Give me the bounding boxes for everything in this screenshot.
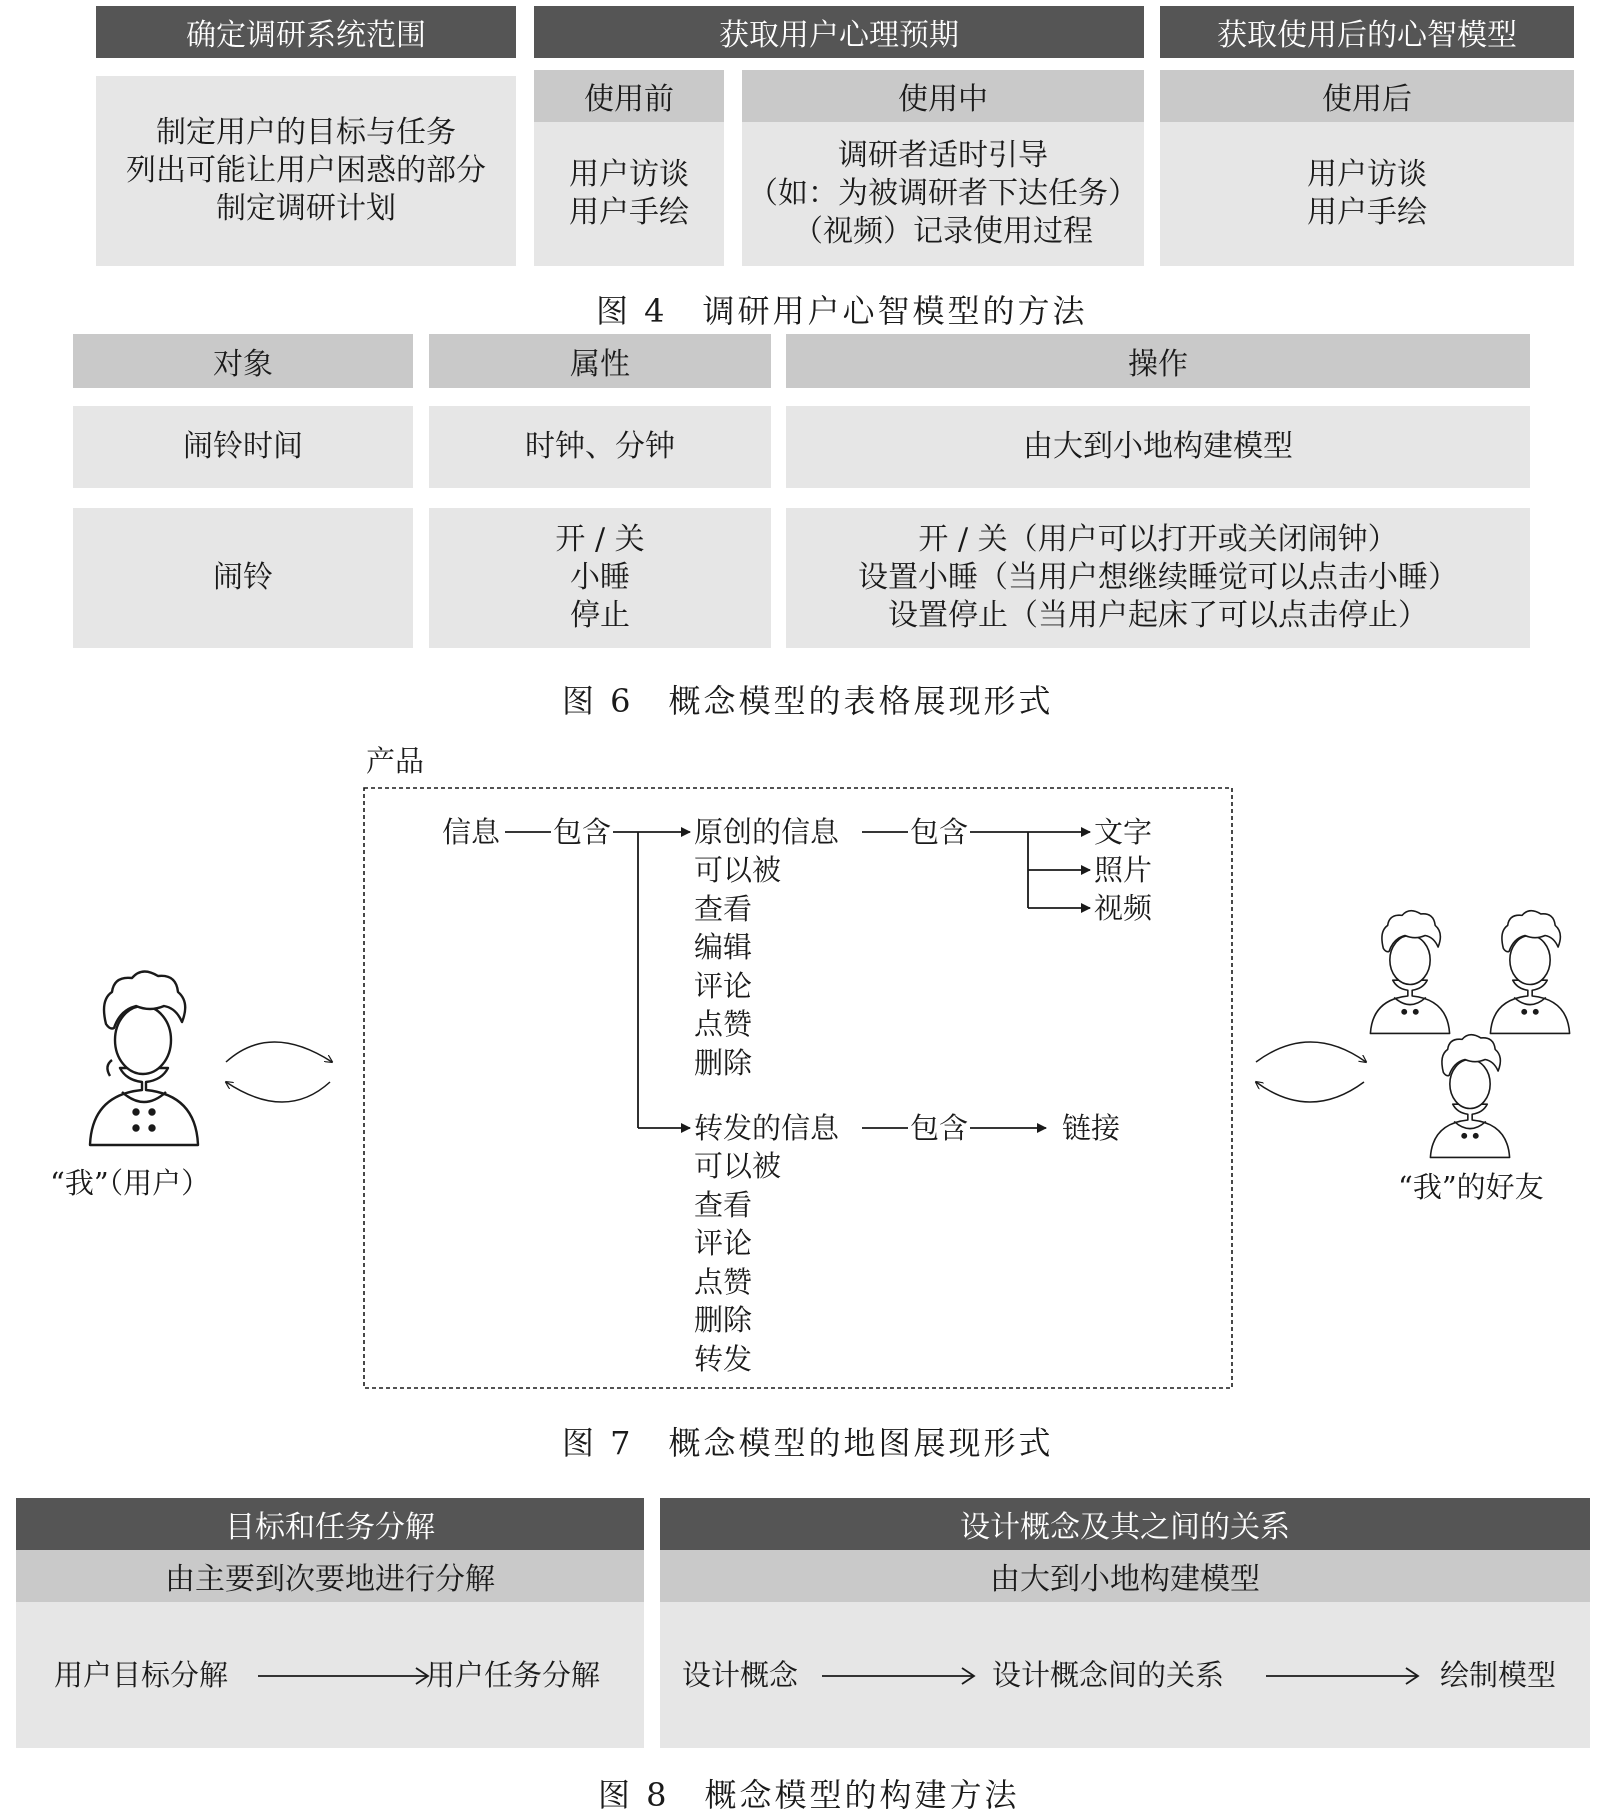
fig8-left-header: [16, 1498, 644, 1550]
fig7-friends-cycle-arrows: [1256, 1042, 1366, 1102]
fig6-header-attribute-label: 属性: [570, 347, 630, 382]
fig7-content-text: 文字: [1094, 815, 1153, 849]
fig6-row2-attribute-line: 开 / 关: [555, 522, 645, 557]
fig8-flow-arrow: [256, 1665, 432, 1687]
fig6-row2-attribute-line: 小睡: [570, 560, 630, 595]
friend-person-icon: [1490, 911, 1569, 1034]
fig4-during-line: （视频）记录使用过程: [793, 214, 1093, 249]
fig8-flow-arrow: [1264, 1665, 1422, 1687]
fig7-content-link: 链接: [1062, 1111, 1121, 1145]
fig8-step-draw-model: 绘制模型: [1440, 1658, 1557, 1692]
fig4-scope-line: 制定调研计划: [216, 191, 396, 226]
fig7-forwarded-actions: [694, 1147, 781, 1378]
fig4-after-line: 用户手绘: [1307, 195, 1427, 230]
fig8-left-subheader: [16, 1550, 644, 1602]
fig6-row2-operation-line: 开 / 关（用户可以打开或关闭闹钟）: [918, 522, 1398, 557]
fig8-right-subheader-label: 由大到小地构建模型: [990, 1562, 1260, 1597]
fig8-left-header-label: 目标和任务分解: [225, 1510, 435, 1545]
fig4-before-line: 用户手绘: [569, 195, 689, 230]
fig8-left-flow: [16, 1602, 644, 1748]
fig7-contains-label: 包含: [910, 815, 969, 849]
fig8-step-user-task: 用户任务分解: [426, 1658, 601, 1692]
fig7-content-video: 视频: [1094, 891, 1153, 925]
fig7-action-item: 评论: [694, 1226, 753, 1260]
fig6-row2-operation-line: 设置停止（当用户起床了可以点击停止）: [888, 598, 1428, 633]
fig6-row2-object-text: 闹铃: [213, 560, 273, 595]
fig8-step-concept-relations: 设计概念间的关系: [992, 1658, 1225, 1692]
fig4-caption: 图 4 调研用户心智模型的方法: [596, 292, 1088, 330]
fig8-flow-arrow: [820, 1665, 978, 1687]
fig7-action-item: 转发: [694, 1341, 753, 1376]
fig7-action-item: 编辑: [694, 930, 753, 964]
fig7-friends-label: “我”的好友: [1398, 1170, 1544, 1204]
fig7-action-item: 点赞: [694, 1264, 753, 1299]
fig7-action-item: 查看: [694, 1187, 753, 1222]
fig4-before-label: 使用前: [584, 82, 674, 117]
fig6-header-operation-label: 操作: [1128, 347, 1188, 382]
fig7-user-cycle-arrows: [226, 1042, 332, 1102]
fig4-during-line: （如：为被调研者下达任务）: [748, 176, 1138, 211]
fig4-scope-line: 制定用户的目标与任务: [156, 115, 456, 150]
fig7-action-item: 点赞: [694, 1007, 753, 1041]
fig7-forwarded-info-node: 转发的信息: [694, 1111, 840, 1145]
fig7-user-label: “我”（用户）: [50, 1166, 211, 1200]
fig7-caption: 图 7 概念模型的地图展现形式: [562, 1424, 1054, 1462]
fig6-row2-attribute-line: 停止: [570, 598, 630, 633]
fig4-before-line: 用户访谈: [569, 157, 689, 192]
fig7-contains-label: 包含: [553, 815, 612, 849]
fig8-left-subheader-label: 由主要到次要地进行分解: [165, 1562, 495, 1597]
fig6-row1-attribute-text: 时钟、分钟: [525, 429, 675, 464]
fig7-action-item: 可以被: [694, 853, 782, 887]
fig4-during-line: 调研者适时引导: [838, 138, 1048, 173]
fig8-right-flow: [660, 1602, 1590, 1748]
fig8-right-header-label: 设计概念及其之间的关系: [960, 1510, 1290, 1545]
user-person-icon: [90, 971, 198, 1145]
fig7-contains-label: 包含: [910, 1111, 969, 1145]
fig6-row1-object-text: 闹铃时间: [183, 429, 303, 464]
fig4-during-label: 使用中: [898, 82, 988, 117]
fig4-header-scope-label: 确定调研系统范围: [186, 18, 426, 53]
friend-person-icon: [1430, 1035, 1509, 1158]
fig7-original-actions: [694, 851, 781, 1082]
fig8-right-subheader: [660, 1550, 1590, 1602]
fig7-action-item: 删除: [694, 1045, 753, 1080]
fig8-caption: 图 8 概念模型的构建方法: [598, 1776, 1020, 1814]
fig7-product-label: 产品: [366, 744, 425, 778]
fig7-action-item: 查看: [694, 891, 753, 926]
fig4-after-line: 用户访谈: [1307, 157, 1427, 192]
fig7-action-item: 删除: [694, 1303, 753, 1337]
fig7-info-node: 信息: [442, 815, 501, 849]
fig6-row2-operation-line: 设置小睡（当用户想继续睡觉可以点击小睡）: [858, 560, 1458, 595]
fig8-step-user-goal: 用户目标分解: [54, 1658, 229, 1692]
fig4-after-label: 使用后: [1322, 82, 1412, 117]
fig6-row1-operation-text: 由大到小地构建模型: [1023, 429, 1293, 464]
fig4-header-mental-model-label: 获取使用后的心智模型: [1217, 18, 1517, 53]
fig7-content-photo: 照片: [1094, 853, 1153, 887]
fig7-action-item: 可以被: [694, 1149, 782, 1183]
fig8-step-design-concept: 设计概念: [682, 1658, 799, 1692]
fig8-right-header: [660, 1498, 1590, 1550]
fig4-scope-line: 列出可能让用户困惑的部分: [126, 153, 486, 188]
fig7-original-info-node: 原创的信息: [694, 815, 840, 849]
fig7-action-item: 评论: [694, 968, 753, 1003]
fig4-header-expectation-label: 获取用户心理预期: [719, 18, 959, 53]
fig6-header-object-label: 对象: [213, 347, 273, 382]
fig6-caption: 图 6 概念模型的表格展现形式: [562, 682, 1054, 720]
friend-person-icon: [1370, 911, 1449, 1034]
